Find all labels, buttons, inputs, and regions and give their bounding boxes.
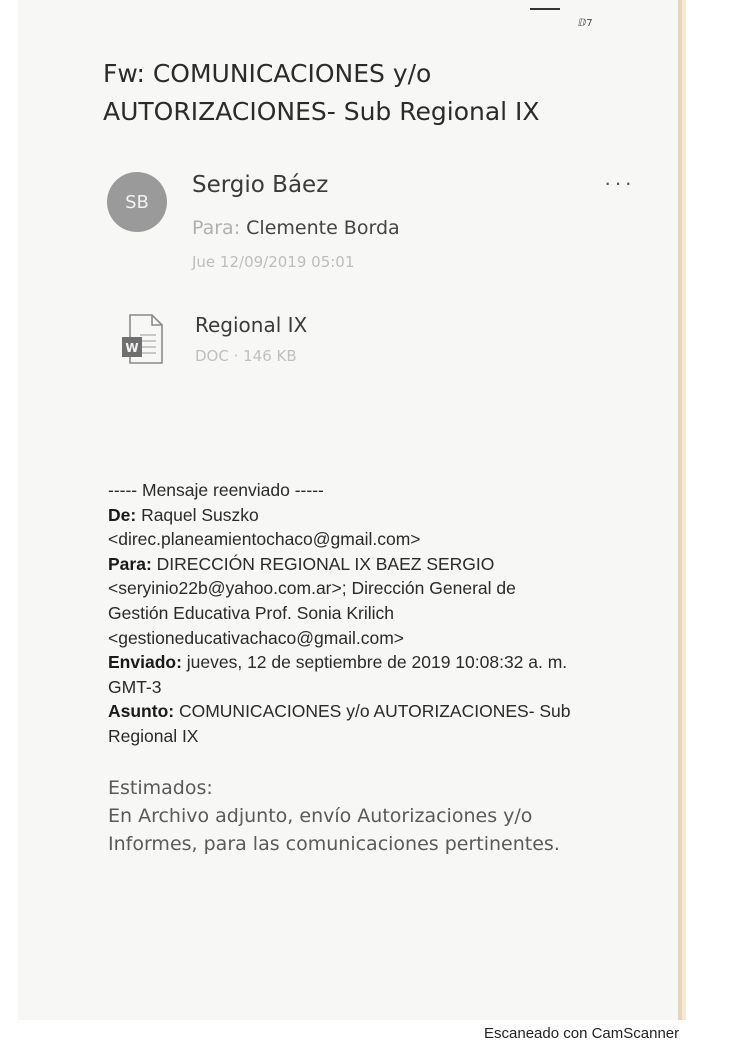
message-body (108, 774, 648, 858)
word-document-icon (120, 313, 164, 365)
subject-value: COMUNICACIONES y/o AUTORIZACIONES- Sub (174, 701, 571, 722)
scan-edge-mark (530, 8, 560, 10)
recipient-line (192, 217, 400, 239)
sent-value: jueves, 12 de septiembre de 2019 10:08:32 a. m. (181, 652, 568, 673)
sender-avatar[interactable] (107, 172, 167, 232)
avatar-initials: SB (125, 191, 149, 213)
sent-timezone: GMT-3 (108, 676, 162, 697)
subject-value-continued: Regional IX (108, 725, 199, 746)
sender-name[interactable]: Sergio Báez (192, 172, 329, 198)
attachment-item[interactable] (120, 305, 420, 375)
from-label: De: (108, 504, 137, 525)
body-greeting: Estimados: (108, 777, 213, 799)
scanner-watermark: Escaneado con CamScanner (484, 1025, 680, 1042)
attachment-name: Regional IX (195, 313, 308, 337)
recipient-name[interactable]: Clemente Borda (246, 217, 400, 239)
forwarded-to-label: Para: (108, 553, 152, 574)
body-line-1: En Archivo adjunto, envío Autorizaciones y/o (108, 805, 533, 827)
attachment-meta: DOC · 146 KB (195, 347, 297, 365)
forwarded-to (108, 552, 648, 577)
email-date: Jue 12/09/2019 05:01 (192, 253, 355, 271)
forwarded-subject (108, 699, 648, 724)
email-subject: Fw: COMUNICACIONES y/o AUTORIZACIONES- Sub Regional IX (103, 59, 540, 126)
forwarded-header: ----- Mensaje reenviado ----- (108, 480, 324, 500)
subject-label: Asunto: (108, 701, 175, 722)
from-name: Raquel Suszko (136, 504, 259, 525)
more-options-button[interactable]: ··· (604, 170, 635, 195)
to-line-4[interactable]: <gestioneducativachaco@gmail.com> (108, 627, 404, 648)
body-line-2: Informes, para las comunicaciones pertinentes. (108, 833, 560, 855)
to-line-2[interactable]: <seryinio22b@yahoo.com.ar>; Dirección General de (108, 578, 516, 599)
svg-text:W: W (125, 341, 139, 355)
to-line-1: DIRECCIÓN REGIONAL IX BAEZ SERGIO (151, 553, 495, 574)
forwarded-message (108, 478, 648, 749)
to-label: Para: (192, 217, 241, 239)
forwarded-from (108, 503, 648, 528)
to-line-3: Gestión Educativa Prof. Sonia Krilich (108, 602, 394, 623)
sent-label: Enviado: (108, 652, 182, 673)
forwarded-sent (108, 650, 648, 675)
from-email[interactable]: <direc.planeamientochaco@gmail.com> (108, 529, 421, 550)
page-number-mark: ⅅ7 (578, 18, 593, 29)
